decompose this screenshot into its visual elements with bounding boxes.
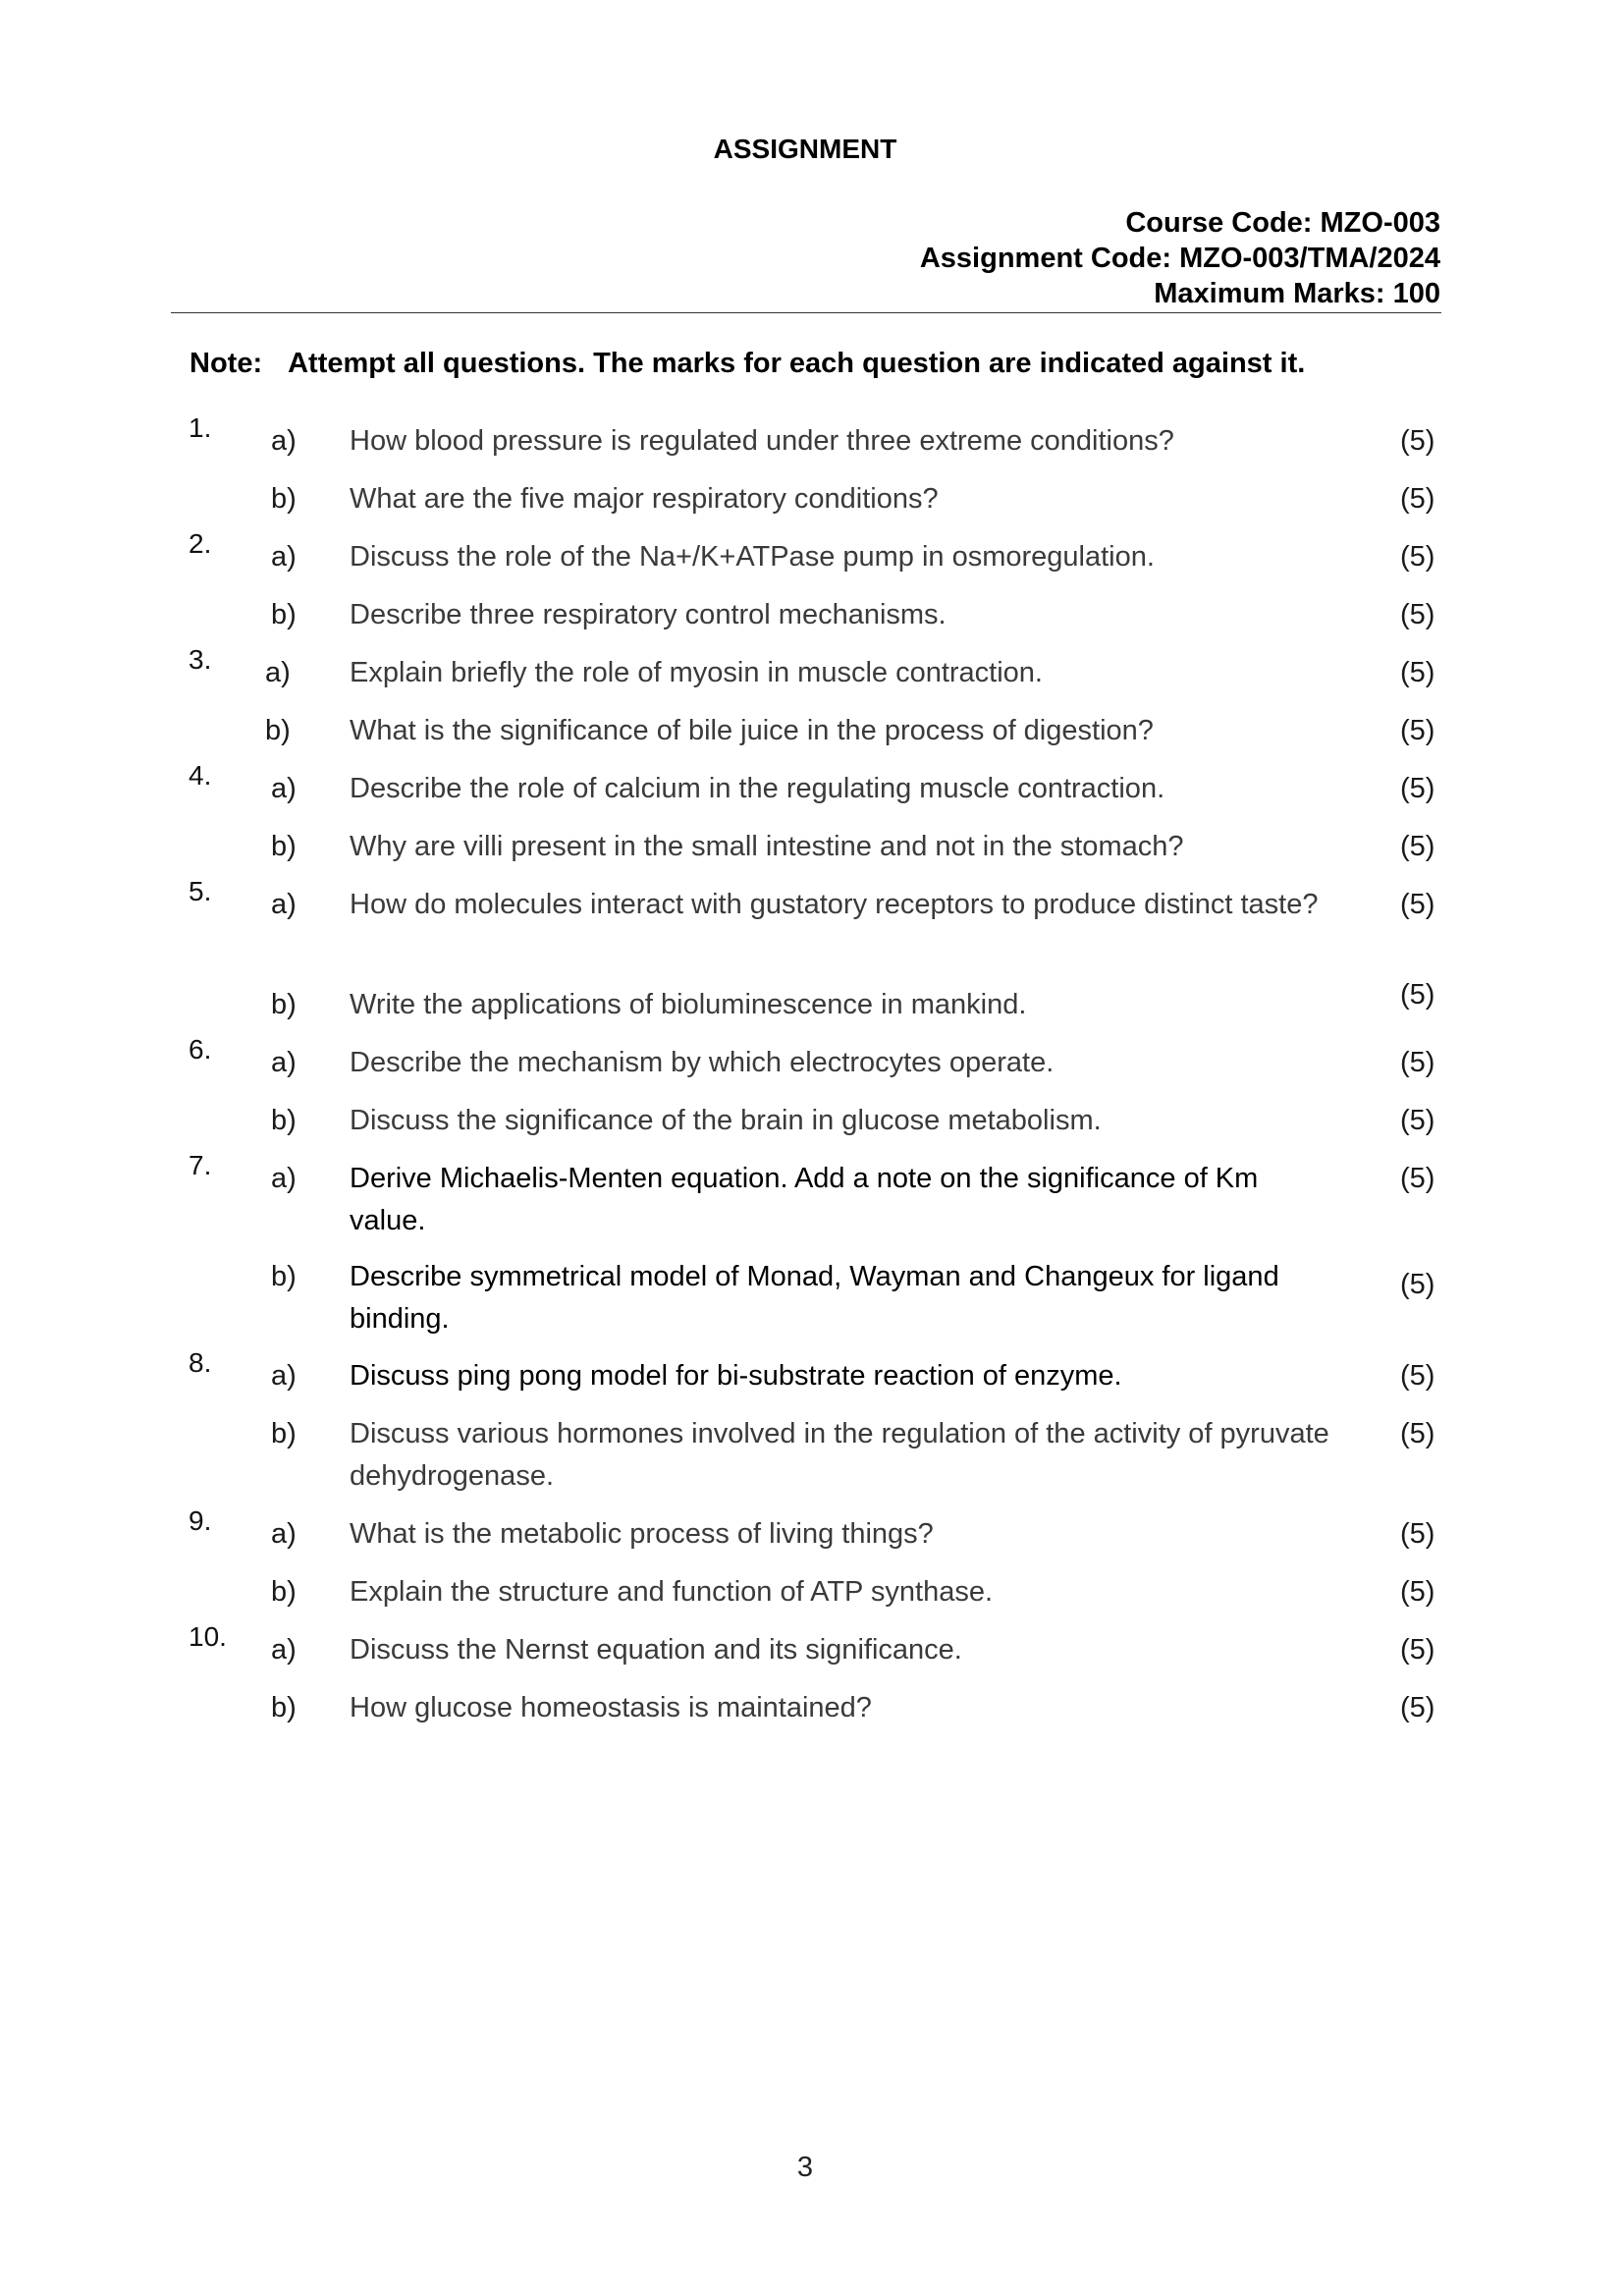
marks: (5) bbox=[1400, 1518, 1435, 1550]
question-text: Why are villi present in the small intestine and not in the stomach? bbox=[350, 831, 1184, 862]
note-text: Attempt all questions. The marks for each question are indicated against it. bbox=[288, 348, 1306, 379]
marks: (5) bbox=[1400, 889, 1435, 920]
header-divider bbox=[171, 312, 1441, 313]
question-text: Discuss ping pong model for bi-substrate reaction of enzyme. bbox=[350, 1360, 1122, 1392]
question-text: Discuss the Nernst equation and its significance. bbox=[350, 1634, 962, 1666]
part-label: a) bbox=[271, 1047, 297, 1078]
question-number: 1. bbox=[189, 412, 212, 443]
assignment-title: ASSIGNMENT bbox=[713, 134, 897, 164]
question-text: Discuss the role of the Na+/K+ATPase pump in osmoregulation. bbox=[350, 541, 1155, 573]
question-text: Describe three respiratory control mechanisms. bbox=[350, 599, 947, 630]
marks: (5) bbox=[1400, 979, 1435, 1011]
instructions-note bbox=[189, 348, 1305, 380]
part-label: a) bbox=[271, 425, 297, 457]
question-text: Write the applications of bioluminescence in mankind. bbox=[350, 989, 1027, 1020]
part-label: a) bbox=[271, 541, 297, 573]
question-number: 3. bbox=[189, 644, 212, 675]
part-label: b) bbox=[271, 1105, 297, 1136]
part-label: a) bbox=[271, 1163, 297, 1194]
part-label: a) bbox=[265, 657, 291, 688]
course-code: Course Code: MZO-003 bbox=[1125, 207, 1440, 239]
question-number: 4. bbox=[189, 760, 212, 791]
question-text: Discuss the significance of the brain in glucose metabolism. bbox=[350, 1105, 1102, 1136]
question-text: How glucose homeostasis is maintained? bbox=[350, 1692, 872, 1723]
question-text: Explain briefly the role of myosin in muscle contraction. bbox=[350, 657, 1043, 688]
marks: (5) bbox=[1400, 541, 1435, 573]
marks: (5) bbox=[1400, 1576, 1435, 1608]
marks: (5) bbox=[1400, 1360, 1435, 1392]
part-label: b) bbox=[265, 715, 291, 746]
part-label: a) bbox=[271, 1518, 297, 1550]
marks: (5) bbox=[1400, 1163, 1435, 1194]
marks: (5) bbox=[1400, 831, 1435, 862]
assignment-code: Assignment Code: MZO-003/TMA/2024 bbox=[919, 243, 1440, 274]
part-label: b) bbox=[271, 483, 297, 515]
question-number: 7. bbox=[189, 1150, 212, 1180]
question-text: Describe the role of calcium in the regulating muscle contraction. bbox=[350, 773, 1165, 804]
part-label: b) bbox=[271, 1692, 297, 1723]
question-number: 10. bbox=[189, 1621, 227, 1652]
part-label: a) bbox=[271, 1634, 297, 1666]
note-label: Note: bbox=[189, 348, 263, 379]
question-number: 5. bbox=[189, 876, 212, 906]
question-text: Describe the mechanism by which electrocytes operate. bbox=[350, 1047, 1055, 1078]
question-text: Describe symmetrical model of Monad, Wayman and Changeux for ligand binding. bbox=[350, 1261, 1279, 1335]
marks: (5) bbox=[1400, 657, 1435, 688]
part-label: b) bbox=[271, 989, 297, 1020]
part-label: b) bbox=[271, 1261, 297, 1292]
marks: (5) bbox=[1400, 1269, 1435, 1300]
question-text: Derive Michaelis-Menten equation. Add a note on the significance of Km value. bbox=[350, 1163, 1259, 1236]
marks: (5) bbox=[1400, 425, 1435, 457]
marks: (5) bbox=[1400, 773, 1435, 804]
question-text: What is the metabolic process of living things? bbox=[350, 1518, 934, 1550]
question-text: Explain the structure and function of ATP synthase. bbox=[350, 1576, 994, 1608]
marks: (5) bbox=[1400, 1418, 1435, 1449]
page-number: 3 bbox=[796, 2152, 814, 2183]
marks: (5) bbox=[1400, 1692, 1435, 1723]
question-text: How do molecules interact with gustatory receptors to produce distinct taste? bbox=[350, 889, 1319, 920]
part-label: a) bbox=[271, 1360, 297, 1392]
part-label: b) bbox=[271, 1576, 297, 1608]
question-number: 2. bbox=[189, 528, 212, 559]
maximum-marks: Maximum Marks: 100 bbox=[1154, 278, 1440, 309]
course-info-block bbox=[920, 205, 1440, 311]
marks: (5) bbox=[1400, 599, 1435, 630]
part-label: b) bbox=[271, 599, 297, 630]
question-number: 6. bbox=[189, 1034, 212, 1065]
question-text: What is the significance of bile juice in the process of digestion? bbox=[350, 715, 1154, 746]
question-number: 8. bbox=[189, 1347, 212, 1378]
question-text: What are the five major respiratory conditions? bbox=[350, 483, 939, 515]
part-label: a) bbox=[271, 773, 297, 804]
marks: (5) bbox=[1400, 1105, 1435, 1136]
marks: (5) bbox=[1400, 715, 1435, 746]
part-label: b) bbox=[271, 831, 297, 862]
part-label: a) bbox=[271, 889, 297, 920]
question-text: How blood pressure is regulated under three extreme conditions? bbox=[350, 425, 1174, 457]
marks: (5) bbox=[1400, 483, 1435, 515]
question-number: 9. bbox=[189, 1505, 212, 1536]
part-label: b) bbox=[271, 1418, 297, 1449]
marks: (5) bbox=[1400, 1047, 1435, 1078]
question-text: Discuss various hormones involved in the regulation of the activity of pyruvate dehydrogenase. bbox=[350, 1418, 1329, 1492]
marks: (5) bbox=[1400, 1634, 1435, 1666]
